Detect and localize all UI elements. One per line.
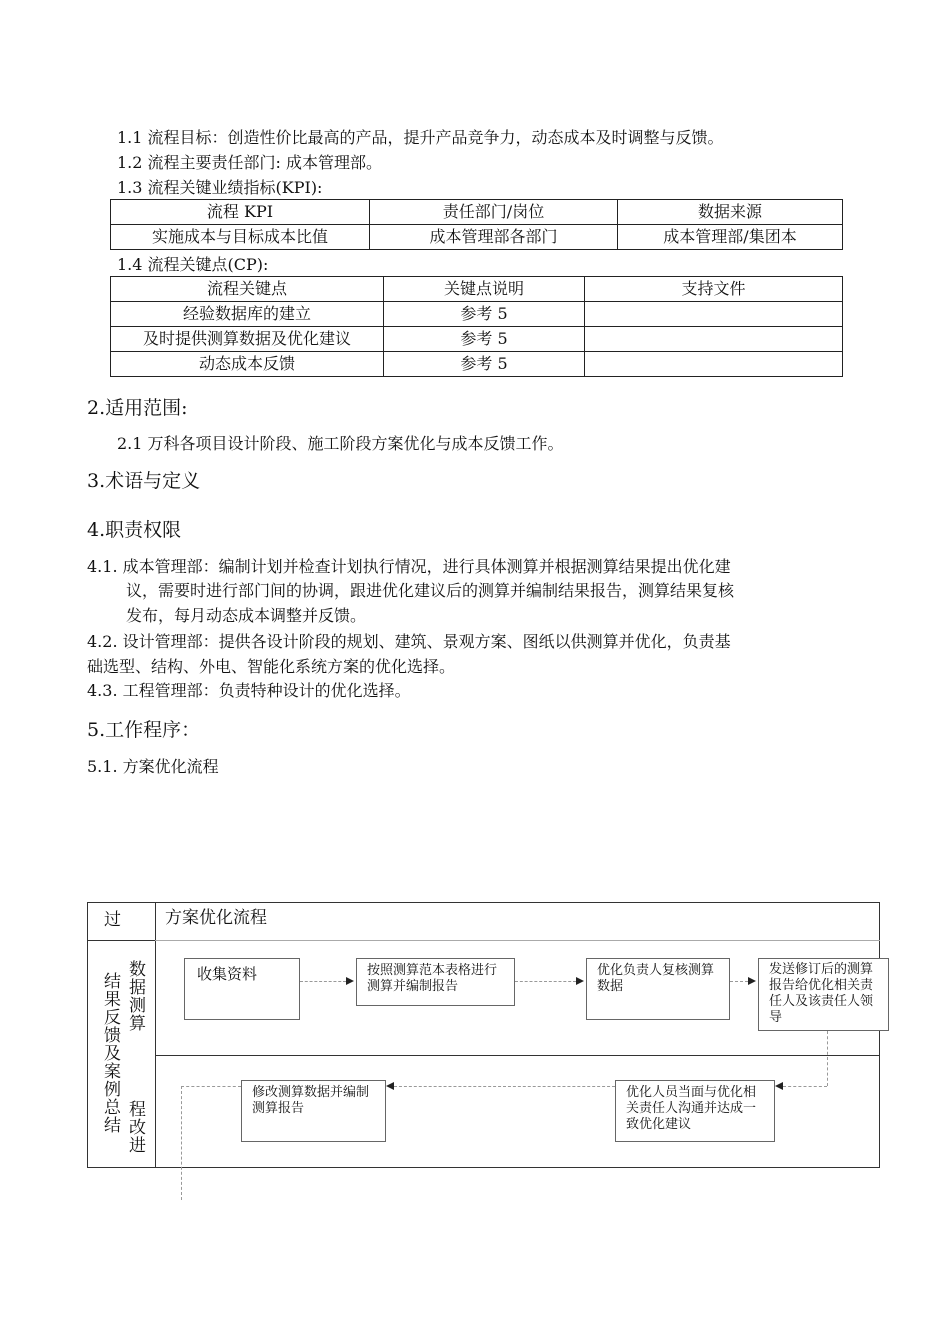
flow-box-review: 优化负责人复核测算数据 xyxy=(586,958,730,1020)
divider xyxy=(155,902,156,1168)
cp-cell xyxy=(585,327,843,352)
cp-cell xyxy=(585,302,843,327)
kpi-label: 1.3 流程关键业绩指标(KPI): xyxy=(117,178,323,197)
goal-text: 1.1 流程目标：创造性价比最高的产品，提升产品竞争力，动态成本及时调整与反馈。 xyxy=(117,128,724,147)
cp-cell: 参考 5 xyxy=(384,352,585,377)
cp-label: 1.4 流程关键点(CP): xyxy=(117,255,269,274)
cp-header-cell: 支持文件 xyxy=(585,277,843,302)
connector xyxy=(181,1086,182,1200)
cp-header-cell: 流程关键点 xyxy=(111,277,384,302)
cp-cell: 参考 5 xyxy=(384,302,585,327)
table-row xyxy=(111,200,843,225)
section3-heading: 3.术语与定义 xyxy=(87,470,201,492)
kpi-header-cell: 责任部门/岗位 xyxy=(370,200,618,225)
divider xyxy=(87,940,155,941)
connector xyxy=(783,1086,827,1087)
table-row xyxy=(111,225,843,250)
section2-heading: 2.适用范围: xyxy=(87,397,188,419)
connector xyxy=(730,981,748,982)
section5-sub: 5.1. 方案优化流程 xyxy=(87,757,219,776)
arrow-left-icon xyxy=(775,1082,783,1090)
lane-label-bottom: 程改进 xyxy=(125,1100,145,1154)
lane-divider xyxy=(155,1055,880,1056)
cp-cell: 动态成本反馈 xyxy=(111,352,384,377)
lane-label-top: 数据测算 xyxy=(125,960,145,1032)
section5-heading: 5.工作程序： xyxy=(87,719,201,741)
table-row xyxy=(111,327,843,352)
kpi-cell: 成本管理部/集团本 xyxy=(618,225,843,250)
arrow-right-icon xyxy=(748,977,756,985)
kpi-cell: 成本管理部各部门 xyxy=(370,225,618,250)
cp-cell: 经验数据库的建立 xyxy=(111,302,384,327)
section4-heading: 4.职责权限 xyxy=(87,519,182,541)
duty-design-line1: 4.2. 设计管理部：提供各设计阶段的规划、建筑、景观方案、图纸以供测算并优化，负责基 xyxy=(87,632,731,651)
flow-box-send: 发送修订后的测算报告给优化相关责任人及该责任人领导 xyxy=(758,958,889,1031)
cp-cell: 参考 5 xyxy=(384,327,585,352)
kpi-cell: 实施成本与目标成本比值 xyxy=(111,225,370,250)
flow-box-calculate: 按照测算范本表格进行测算并编制报告 xyxy=(356,958,515,1006)
table-row xyxy=(111,352,843,377)
arrow-right-icon xyxy=(576,977,584,985)
duty-cost-line2: 议，需要时进行部门间的协调，跟进优化建议后的测算并编制结果报告，测算结果复核 xyxy=(126,581,735,600)
header-cell: 过 xyxy=(100,910,120,928)
diagram-title: 方案优化流程 xyxy=(165,908,267,928)
duty-engineering: 4.3. 工程管理部：负责特种设计的优化选择。 xyxy=(87,681,411,700)
duty-design-line2: 础选型、结构、外电、智能化系统方案的优化选择。 xyxy=(87,657,456,676)
flow-box-revise: 修改测算数据并编制测算报告 xyxy=(241,1080,386,1142)
arrow-right-icon xyxy=(346,977,354,985)
kpi-table xyxy=(110,199,843,250)
flow-box-collect: 收集资料 xyxy=(184,958,300,1020)
kpi-header-cell: 流程 KPI xyxy=(111,200,370,225)
cp-cell xyxy=(585,352,843,377)
cp-cell: 及时提供测算数据及优化建议 xyxy=(111,327,384,352)
cp-header-cell: 关键点说明 xyxy=(384,277,585,302)
duty-cost-line3: 发布，每月动态成本调整并反馈。 xyxy=(126,606,367,625)
section2-text: 2.1 万科各项目设计阶段、施工阶段方案优化与成本反馈工作。 xyxy=(117,434,564,453)
connector xyxy=(515,981,576,982)
connector xyxy=(181,1086,241,1087)
lane-label-outer: 结果反馈及案例总结 xyxy=(100,972,120,1134)
table-row xyxy=(111,302,843,327)
flow-box-communicate: 优化人员当面与优化相关责任人沟通并达成一致优化建议 xyxy=(615,1080,775,1142)
connector xyxy=(394,1086,615,1087)
divider xyxy=(155,940,880,941)
arrow-left-icon xyxy=(386,1082,394,1090)
dept-text: 1.2 流程主要责任部门: 成本管理部。 xyxy=(117,153,383,172)
connector xyxy=(827,1031,828,1086)
cp-table xyxy=(110,276,843,377)
table-row xyxy=(111,277,843,302)
connector xyxy=(300,981,346,982)
duty-cost-line1: 4.1. 成本管理部：编制计划并检查计划执行情况，进行具体测算并根据测算结果提出优化建 xyxy=(87,557,731,576)
kpi-header-cell: 数据来源 xyxy=(618,200,843,225)
